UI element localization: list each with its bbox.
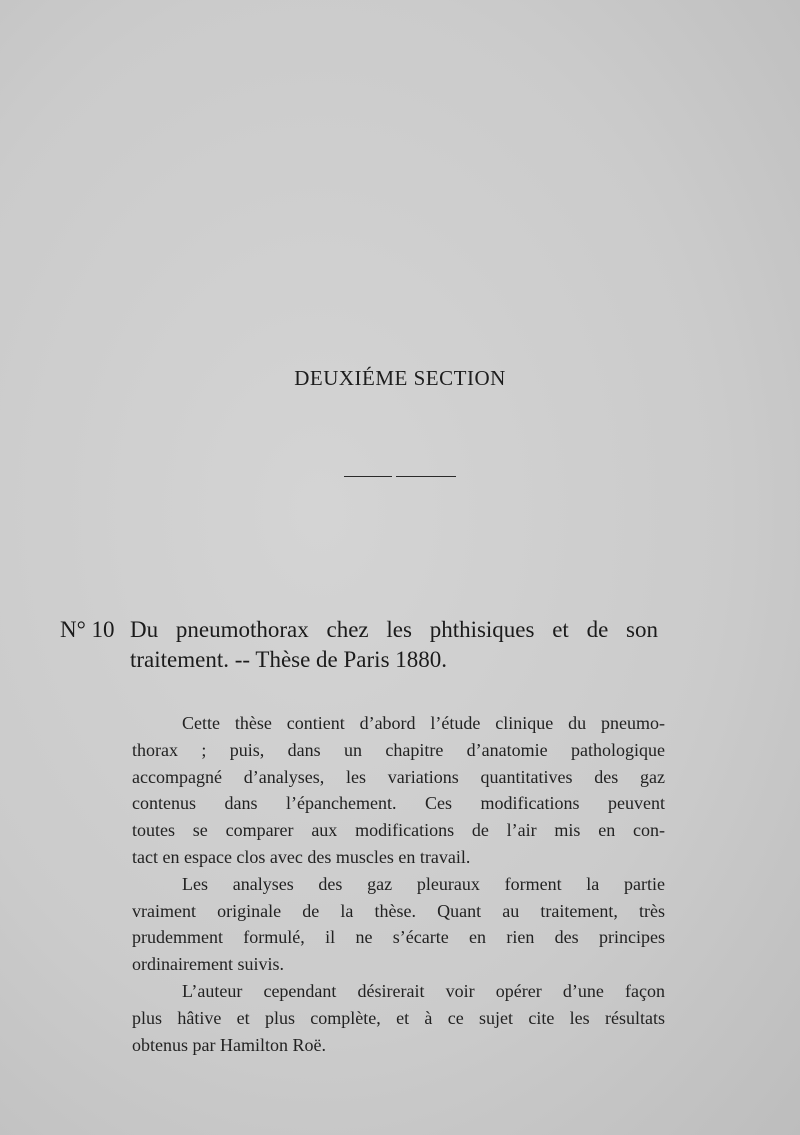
text-line: thorax ; puis, dans un chapitre d’anatomie pathologique — [132, 739, 665, 760]
text-line: vraiment originale de la thèse. Quant au traitement, très — [132, 900, 665, 921]
entry-title-word: pneumothorax — [175, 617, 309, 642]
entry-title-word: phthisiques — [429, 617, 535, 642]
text-line: prudemment formulé, il ne s’écarte en rien des principes — [132, 927, 665, 948]
entry-title-word: les — [386, 617, 412, 642]
text-line: tact en espace clos avec des muscles en travail. — [132, 846, 471, 867]
entry-title-word: de — [586, 617, 609, 642]
text-line: L’auteur cependant désirerait voir opérer d’une façon — [182, 980, 665, 1001]
text-line: obtenus par Hamilton Roë. — [132, 1034, 326, 1055]
entry-number: N° 10 — [60, 617, 115, 642]
entry-title-line — [130, 615, 658, 645]
text-line: toutes se comparer aux modifications de l’air mis en con- — [132, 820, 665, 841]
text-line: Les analyses des gaz pleuraux forment la partie — [182, 873, 665, 894]
separator-rule-left — [344, 476, 392, 477]
paragraph — [132, 871, 665, 978]
paragraph — [132, 978, 665, 1058]
entry-title-word: et — [552, 617, 569, 642]
summary-text — [132, 710, 665, 1058]
text-line: contenus dans l’épanchement. Ces modifications peuvent — [132, 793, 665, 814]
text-line: plus hâtive et plus complète, et à ce sujet cite les résultats — [132, 1007, 665, 1028]
text-line: accompagné d’analyses, les variations quantitatives des gaz — [132, 766, 665, 787]
entry-title-word: chez — [326, 617, 369, 642]
separator-rule-right — [396, 476, 456, 477]
text-line: ordinairement suivis. — [132, 954, 284, 975]
text-line: Cette thèse contient d’abord l’étude clinique du pneumo- — [182, 713, 665, 733]
entry-title-word: Du — [130, 617, 159, 642]
paragraph — [132, 710, 665, 871]
entry-title-word: son — [626, 617, 658, 642]
section-title: DEUXIÉME SECTION — [294, 366, 506, 390]
entry-title-line: traitement. -- Thèse de Paris 1880. — [130, 647, 448, 672]
entry-title — [130, 615, 670, 675]
